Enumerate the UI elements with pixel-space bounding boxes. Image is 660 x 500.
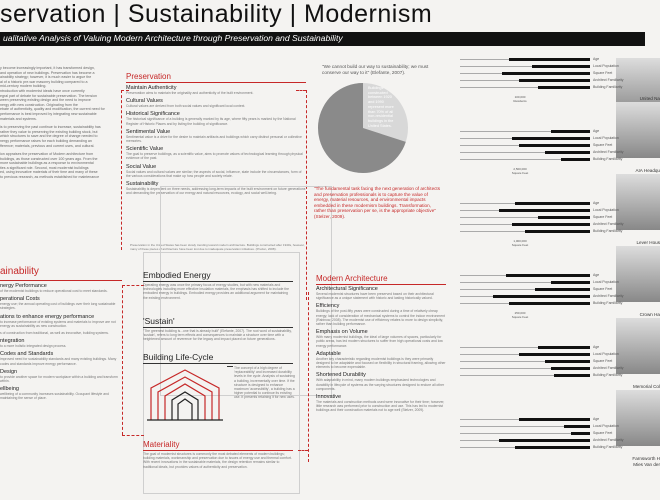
- intro-line: ween preserving existing design and the need to improve: [0, 98, 91, 103]
- pie-label-line: constructed: [368, 90, 388, 95]
- preservation-heading: Preservation: [126, 72, 171, 81]
- bar-label: Square Feet: [593, 287, 613, 291]
- bar-label: Square Feet: [593, 215, 613, 219]
- bar-label: Local Population: [593, 424, 619, 428]
- bar-label: Architect Familiarity: [593, 150, 624, 154]
- bar-square-feet: [571, 432, 591, 435]
- bar-guide: [460, 159, 561, 160]
- bar-square-feet: [538, 216, 590, 219]
- bar-label: Square Feet: [593, 71, 613, 75]
- pie-label-line: between 1920: [368, 95, 392, 100]
- sustainability-item-title: ntegration: [0, 338, 25, 345]
- intro-line: ties a significant role. Second, most modernist buildings: [0, 165, 89, 170]
- bar-label: Age: [593, 273, 600, 277]
- preservation-item-title: Cultural Values: [126, 98, 163, 105]
- intro-line: materials and systems.: [0, 116, 37, 121]
- bar-label: Architect Familiarity: [593, 438, 624, 442]
- bar-label: Building Familiarity: [593, 301, 623, 305]
- connector-line: [122, 285, 144, 286]
- bar-square-feet: [519, 144, 591, 147]
- connector-line: [121, 90, 129, 91]
- bar-label: Age: [593, 201, 600, 205]
- bar-building-familiarity: [554, 374, 590, 377]
- bar-architect-familiarity: [499, 439, 590, 442]
- modern-item-text: Buildings of the post-fifty years were constructed during a time of relatively cheap energy; lack of consideration of mechanical systems to control the indoor environment (Rabinow, 2008). The modernist use of efficiency relates to more to design simplicity, rather than building performance.: [316, 309, 445, 327]
- sustainability-item-title: Design: [0, 368, 18, 375]
- bar-local-population: [512, 137, 590, 140]
- modern-item-text: With adaptability in mind, many modern buildings emphasized technologies and durability in lifecycle of systems as the varying structures designed to endure all other components.: [316, 378, 445, 391]
- modern-item: [316, 351, 446, 370]
- sustainability-item: [0, 331, 120, 335]
- bar-label: Local Population: [593, 352, 619, 356]
- intro-text: [0, 66, 122, 180]
- footnote: Preservation in the United States has been slowly trending toward modern architecture. Buildings constructed after 1940s, however, many of these pieces of architecture have been lost due to inadequate preservation initiatives. (Prudon, 2008).: [130, 243, 305, 251]
- preservation-item: [126, 111, 306, 125]
- axis-label: 100,000: [514, 95, 526, 99]
- modern-item: [316, 286, 446, 300]
- bar-architect-familiarity: [493, 295, 591, 298]
- bar-guide: [460, 303, 509, 304]
- modern-rule: [316, 284, 446, 285]
- connector-line: [296, 90, 306, 91]
- intro-line: is to preserving the past continue to increase, sustainability has: [0, 125, 101, 130]
- bar-architect-familiarity: [545, 151, 591, 154]
- bar-square-feet: [502, 72, 590, 75]
- bar-label: Age: [593, 129, 600, 133]
- sustainability-item-text: to a more holistic integrated design process.: [0, 344, 67, 349]
- bar-building-familiarity: [525, 230, 590, 233]
- preservation-item: [126, 164, 306, 178]
- intro-line: ntroduction with modernist ideals have once currently: [0, 88, 85, 93]
- preservation-item: [126, 85, 306, 95]
- axis-label: 1,000,000: [513, 239, 527, 243]
- intro-line: and operation of new buildings. Preservation has become a: [0, 70, 95, 75]
- connector-line: [122, 285, 123, 435]
- sustainability-item-title: perational Costs: [0, 296, 40, 303]
- preservation-item-text: Social values and cultural values are similar; the aspects of social, influence, state include the circumstances, form of the various considerations that make up how people and society relate.: [126, 169, 302, 178]
- pie-label-line: than 70% of all: [368, 109, 394, 114]
- sustainability-item: [0, 338, 120, 348]
- embodied-text: Operating energy was once the primary focus of energy studies, but with new materials and technologies including more effective insulation materials, the emphasis has shifted to include the embodied energy in buildings. Embodied energy provides an additional argument for maintaining the existing environment.: [143, 283, 290, 300]
- sustainability-item-title: nergy Performance: [0, 283, 47, 289]
- sustainability-rule: [0, 280, 122, 281]
- bar-local-population: [551, 281, 590, 284]
- preservation-item-title: Scientific Value: [126, 146, 164, 153]
- bar-guide: [460, 80, 519, 81]
- materiality-heading: Materiality: [143, 440, 180, 449]
- bar-age: [551, 130, 590, 133]
- bar-guide: [460, 433, 571, 434]
- pie-label-line: Buildings: [368, 86, 384, 90]
- preservation-item: [126, 146, 306, 160]
- bar-building-familiarity: [561, 158, 590, 161]
- preservation-item: [126, 98, 306, 108]
- bar-guide: [460, 59, 509, 60]
- modern-item-text: The materials and construction methods used were innovative for their time; however, little research was performed prior to construction and use. This has led to modernist buildings and their construction materials not to age well (Stelzer, 2009).: [316, 400, 445, 413]
- bar-guide: [460, 217, 538, 218]
- building-name: AIA Headqu: [635, 168, 660, 173]
- axis-label: Square Feet: [511, 171, 529, 175]
- preservation-item-title: Social Value: [126, 163, 157, 170]
- intro-line: egral part of debate for sustainable preservation. The tension: [0, 93, 98, 98]
- bar-age: [538, 346, 590, 349]
- bar-label: Square Feet: [593, 359, 613, 363]
- building-name: Mies Van der: [633, 462, 660, 467]
- connector-line: [121, 90, 122, 250]
- bar-label: Local Population: [593, 208, 619, 212]
- bar-guide: [460, 73, 502, 74]
- modern-item: [316, 329, 446, 348]
- bar-guide: [460, 419, 519, 420]
- bar-square-feet: [535, 288, 590, 291]
- intro-line: buildings, as those constructed over 100 years ago. From the: [0, 156, 98, 161]
- building-name: Lever Hous: [636, 240, 660, 245]
- ring-3: [165, 384, 205, 420]
- bar-label: Square Feet: [593, 143, 613, 147]
- preservation-item-text: The historical significance of a building is generally marked by its age, where fifty years is marked by the National Register of Historic Places and by listing the building of significance.: [126, 117, 296, 126]
- sustainability-item-text: wellbeing of a community increases sustainability. Occupant lifestyle and maintaining the sense of place.: [0, 392, 109, 401]
- intro-line: more sustainable buildings as a response to environmental: [0, 161, 94, 166]
- lifecycle-rule: [143, 363, 293, 364]
- quote-transformation: "The fundamental task facing the next generation of architects and preservation professionals is to capture the value of energy, material resources, and environmental impacts embedded in these modernism buildings. Transformation, rather than preservation per se, is the appropriate objective" (Stelzer, 2009).: [314, 186, 440, 219]
- embodied-rule: [143, 281, 293, 282]
- bar-local-population: [532, 65, 591, 68]
- sustainability-item: [0, 283, 120, 293]
- bar-label: Age: [593, 345, 600, 349]
- preservation-item-text: The goal to preserve buildings, as a scientific value, aims to promote values of technological learning through physical evidence of the past.: [126, 152, 303, 161]
- intro-line: rather they value to preserving the existing building stock, but: [0, 129, 98, 134]
- modern-item-title: Architectural Significance: [316, 286, 378, 292]
- preservation-item-text: Sentimental value is a drive for the desire to maintain artifacts and buildings which carry distinct personal or collective memories.: [126, 134, 302, 144]
- bar-label: Building Familiarity: [593, 229, 623, 233]
- bar-guide: [460, 138, 512, 139]
- materiality-rule: [143, 450, 293, 451]
- modern-item-title: Shortened Durability: [316, 372, 366, 379]
- building-name: Farnsworth H: [632, 456, 660, 461]
- intro-line: ainability strategy; however, it is much easier to argue the: [0, 75, 92, 80]
- intro-line: which structures to save and the degree of change needed to: [0, 134, 98, 139]
- preservation-item-title: Sentimental Value: [126, 128, 171, 135]
- bar-label: Local Population: [593, 280, 619, 284]
- bar-guide: [460, 282, 551, 283]
- pie-label-line: buildings in the: [368, 118, 394, 123]
- bar-building-familiarity: [509, 302, 590, 305]
- intro-line: ebate of authenticity, quality and modification, the current need for: [0, 107, 105, 112]
- bar-guide: [460, 87, 538, 88]
- sustain-text: "The greenest building is...one that is already built" (Elefante, 2007). The root word of sustainability, 'sustain', refers to long term effects and consequences to maintain a structure over time with a heightened amount of reverence for the legacy and impact placed on future generations.: [143, 329, 292, 342]
- bar-guide: [460, 145, 519, 146]
- bar-label: Building Familiarity: [593, 445, 623, 449]
- bar-guide: [460, 296, 493, 297]
- pie-label-line: non-residential: [368, 114, 393, 119]
- bar-local-population: [564, 425, 590, 428]
- preservation-item-title: Sustainability: [126, 181, 159, 188]
- sustainability-item-text: energy use; the annual operating cost of buildings over their long sustainable strategies.: [0, 302, 116, 311]
- page-title: servation | Sustainability | Modernism: [0, 0, 433, 28]
- modern-item-text: Several modernist structures have been preserved based on their architectural significance as a unique statement with historic and lasting historically valued.: [316, 292, 434, 301]
- ring-5: [178, 399, 192, 420]
- bar-age: [515, 202, 590, 205]
- bar-guide: [460, 440, 499, 441]
- modern-item: [316, 372, 446, 391]
- bar-architect-familiarity: [519, 79, 591, 82]
- preservation-item-title: Maintain Authenticity: [126, 85, 177, 91]
- intro-line: fference; materials, previous and current uses, and cultural.: [0, 143, 95, 148]
- intro-line: al of a historic pre-war masonry building compared to a: [0, 79, 88, 84]
- preservation-item-text: Sustainability is dependent on three needs, addressing long-term impacts of the built environment on future generations and demanding the preservation of our energy and natural resources, ecology, and social well-being.: [126, 187, 306, 196]
- sustainability-list: [0, 283, 120, 404]
- bar-local-population: [519, 353, 591, 356]
- connector-line: [122, 435, 144, 436]
- sustainability-item-text: s of construction from traditional, as well as innovative, building systems.: [0, 331, 109, 336]
- sustainability-item: [0, 351, 120, 365]
- modern-item-title: Efficiency: [316, 303, 340, 310]
- sustainability-item-title: ations to enhance energy performance: [0, 313, 95, 320]
- axis-label: Square Feet: [511, 315, 529, 319]
- intro-line: performance is best improved by integrating new sustainable: [0, 111, 97, 116]
- pie-label-line: represent more: [368, 104, 394, 109]
- intro-line: ed, using innovative materials of their time and many of these: [0, 170, 98, 175]
- ring-4: [172, 392, 198, 420]
- preservation-item-title: Historical Significance: [126, 111, 180, 118]
- modern-item-text: With many modernist buildings, the ideal of large volumes of spaces, particularly for public areas, has led modern structures to suffer from high operational costs and low energy performance.: [316, 335, 443, 348]
- embodied-heading: Embodied Energy: [143, 270, 211, 280]
- preservation-item: [126, 129, 306, 143]
- bar-label: Age: [593, 57, 600, 61]
- preservation-rule: [126, 82, 306, 83]
- bar-guide: [460, 224, 512, 225]
- sustainability-heading: ainability: [0, 266, 39, 277]
- bar-label: Square Feet: [593, 431, 613, 435]
- modern-list: [316, 286, 446, 416]
- intro-line: ion appraises the preservation of Modern architecture from: [0, 152, 94, 157]
- sustainability-item: [0, 296, 120, 310]
- bar-guide: [460, 368, 551, 369]
- bar-architect-familiarity: [551, 367, 590, 370]
- bar-age: [519, 418, 591, 421]
- modern-heading: Modern Architecture: [316, 274, 388, 283]
- bar-label: Local Population: [593, 64, 619, 68]
- intro-line: y become increasingly important, it has transformed design,: [0, 66, 95, 70]
- pie-label: [368, 86, 412, 128]
- sustain-rule: [143, 327, 293, 328]
- lifecycle-diagram: [145, 366, 225, 426]
- preservation-item-text: Cultural values are derived from both social values and significant local context.: [126, 104, 246, 109]
- bar-label: Local Population: [593, 136, 619, 140]
- pie-label-line: United States.: [368, 123, 392, 128]
- axis-label: 250,000: [514, 311, 526, 315]
- modern-item-text: Another key characteristic regarding modernist buildings is they were primarily designed to be adaptable and focused on flexibility in structural framing, allowing other elements to become expendable.: [316, 356, 446, 370]
- sustainability-item: [0, 386, 120, 400]
- preservation-item-text: Preservation aims to maintain the originality and authenticity of the built environment.: [126, 91, 254, 95]
- sustain-heading: 'Sustain': [143, 316, 175, 326]
- sustainability-item-text: of the modernist buildings to reduce operational cost to meet standards.: [0, 289, 108, 293]
- bar-age: [506, 274, 591, 277]
- sustainability-item-text: to provide another space for modern workplace within a building and transform within.: [0, 374, 118, 384]
- bar-guide: [460, 354, 519, 355]
- axis-label: 2,500,000: [513, 167, 527, 171]
- pie-label-line: and 1990: [368, 100, 384, 105]
- materiality-text: The goal of modernist structures is commonly the most debated elements of modern buildings; building materials, workmanship and preservation due to issues of energy use and thermal comfort. With recent innovations in the sustainable materials, the design retention remains similar to traditional ideals, but provides values of authenticity and preservation.: [143, 452, 292, 469]
- bar-guide: [460, 375, 554, 376]
- bar-guide: [460, 131, 551, 132]
- bar-label: Architect Familiarity: [593, 366, 624, 370]
- building-name: United Na: [639, 96, 660, 101]
- bar-guide: [460, 426, 564, 427]
- bar-guide: [460, 66, 532, 67]
- bar-label: Building Familiarity: [593, 85, 623, 89]
- bar-guide: [460, 289, 535, 290]
- building-name: Memorial Col: [632, 384, 660, 389]
- modern-item-title: Adaptable: [316, 350, 341, 357]
- sustainability-item: [0, 314, 120, 328]
- bar-label: Age: [593, 417, 600, 421]
- bar-guide: [460, 361, 545, 362]
- bar-label: Building Familiarity: [593, 373, 623, 377]
- bar-age: [509, 58, 590, 61]
- bar-guide: [460, 210, 499, 211]
- sustainability-item: [0, 369, 120, 383]
- intro-line: nergy with new construction. Originating from the: [0, 102, 78, 107]
- building-comparison: [440, 50, 660, 500]
- bar-guide: [460, 347, 538, 348]
- bar-local-population: [499, 209, 590, 212]
- bar-label: Building Familiarity: [593, 157, 623, 161]
- modern-item-title: Emphasis on Volume: [316, 329, 368, 336]
- preservation-list: [126, 85, 306, 198]
- bar-square-feet: [545, 360, 591, 363]
- bar-guide: [460, 275, 506, 276]
- lifecycle-pointer: [227, 366, 233, 367]
- bar-label: Architect Familiarity: [593, 294, 624, 298]
- bar-building-familiarity: [538, 86, 590, 89]
- bar-guide: [460, 152, 545, 153]
- modern-item: [316, 394, 446, 413]
- quote-conserve: "We cannot build our way to sustainability; we must conserve our way to it" (Elefante, 2007).: [322, 64, 429, 75]
- subtitle: ualitative Analysis of Valuing Modern Architecture through Preservation and Sustainability: [3, 33, 343, 43]
- connector-line: [298, 450, 308, 451]
- lifecycle-heading: Building Life-Cycle: [143, 352, 214, 362]
- sustainability-item-text: improved need for sustainability standards and many existing buildings. Many codes and standards improve energy performance.: [0, 357, 117, 366]
- bar-guide: [460, 203, 515, 204]
- bar-label: Architect Familiarity: [593, 222, 624, 226]
- sustainability-item-title: ellbeing: [0, 386, 19, 393]
- bar-guide: [460, 447, 515, 448]
- bar-guide: [460, 231, 525, 232]
- modern-item: [316, 303, 446, 326]
- connector-line: [308, 292, 309, 462]
- building-name: Crown Ha: [639, 312, 660, 317]
- sustainability-item-title: Codes and Standards: [0, 351, 54, 358]
- bar-architect-familiarity: [512, 223, 590, 226]
- axis-label: Square Feet: [511, 243, 529, 247]
- bar-building-familiarity: [515, 446, 590, 449]
- bar-label: Architect Familiarity: [593, 78, 624, 82]
- intro-line: mid-century modern building.: [0, 84, 47, 89]
- modern-item-title: Innovative: [316, 394, 342, 401]
- lifecycle-text: The concept of a high degree of 'replaceability' and increased durability levels in the cycle. Analysis of sustaining a building, incrementally over time. If the structure is designed to enhance maximum 'accessibility', a building has a higher potential to continue its existing use. It presents retaining it for new uses.: [234, 366, 295, 400]
- axis-label: Residents: [513, 99, 527, 103]
- sustainability-item-text: to increase performance of existing systems and materials to improve are not energy as sustainability as new construction.: [0, 319, 116, 328]
- intro-line: nergy performance raises for each building demanding an: [0, 138, 92, 143]
- intro-line: to previous research, as methods established for maintenance: [0, 175, 100, 180]
